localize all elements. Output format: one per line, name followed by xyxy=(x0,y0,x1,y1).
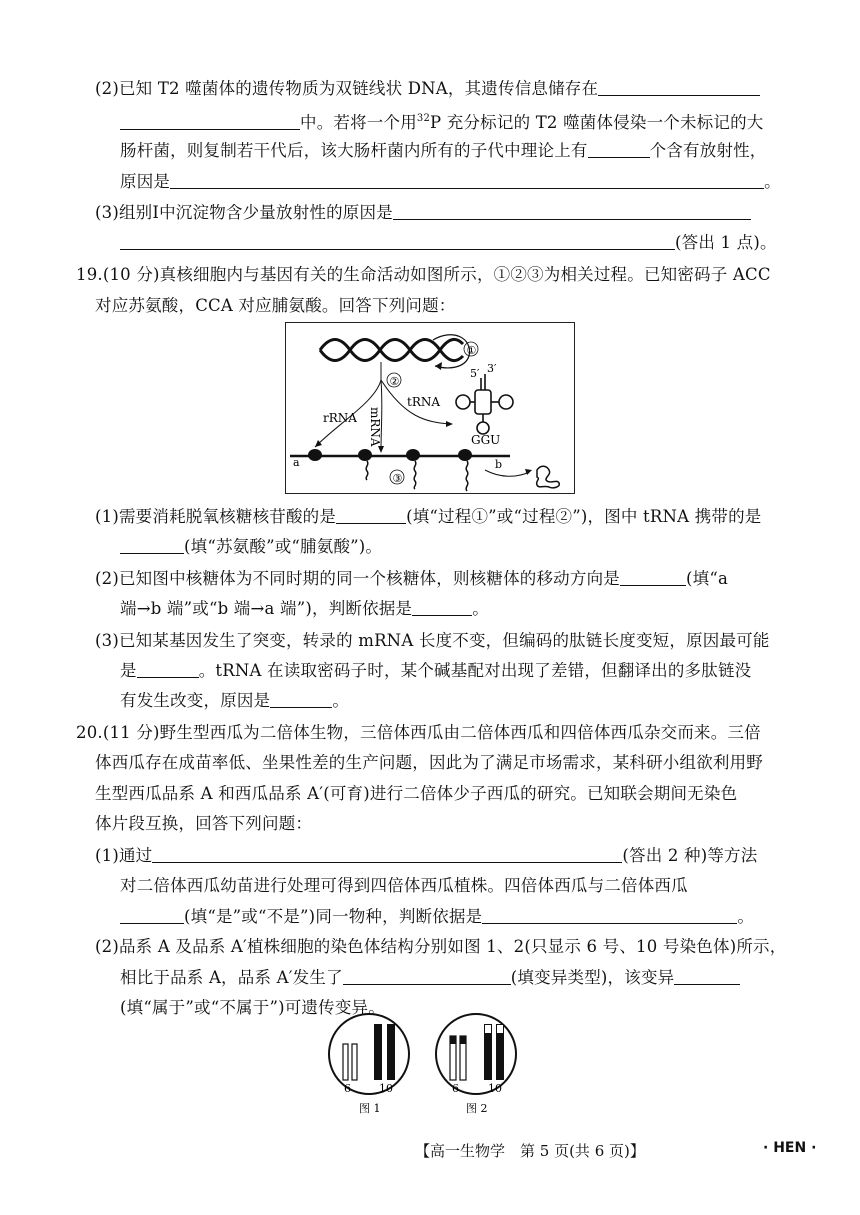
q20-stem-line2: 体西瓜存在成苗率低、坐果性差的生产问题，因此为了满足市场需求，某科研小组欲利用野 xyxy=(95,753,763,772)
gene-expression-figure xyxy=(285,322,575,494)
page-footer: 【高一生物学 第 5 页(共 6 页)】 xyxy=(415,1142,645,1160)
label-anticodon: GGU xyxy=(471,433,501,447)
q19-p3-line2: 是 。tRNA 在读取密码子时，某个碱基配对出现了差错，但翻译出的多肽链没 xyxy=(120,661,752,680)
q19-stem-line2: 对应苏氨酸，CCA 对应脯氨酸。回答下列问题： xyxy=(95,296,456,315)
chromosome-figure-2 xyxy=(432,1010,522,1120)
label-mrna: mRNA xyxy=(368,407,382,447)
q20-stem-line3: 生型西瓜品系 A 和西瓜品系 A′(可育)进行二倍体少子西瓜的研究。已知联会期间无染色 xyxy=(95,784,738,803)
q20-p1-line3: (填“是”或“不是”)同一物种，判断依据是 。 xyxy=(120,906,754,928)
q20-p2-line3: (填“属于”或“不属于”)可遗传变异。 xyxy=(120,998,385,1017)
fig2-label-6: 6 xyxy=(452,1082,459,1095)
q20-p2-line2: 相比于品系 A，品系 A′发生了 (填变异类型)，该变异 xyxy=(120,967,740,989)
fig1-label-6: 6 xyxy=(344,1082,351,1095)
q18-p2-line4: 原因是 。 xyxy=(120,172,781,191)
q20-p1-line1: (1)通过 (答出 2 种)等方法 xyxy=(95,846,758,865)
q18-p3-line2: (答出 1 点)。 xyxy=(120,232,777,254)
fig1-label-10: 10 xyxy=(379,1082,393,1095)
label-end-b: b xyxy=(495,458,503,471)
fig2-label-10: 10 xyxy=(488,1082,502,1095)
q18-p2-line2: 中。若将一个用$^{32}$P 充分标记的 T2 噬菌体侵染一个未标记的大 xyxy=(120,108,763,134)
fig2-caption: 图 2 xyxy=(466,1102,488,1115)
q19-p1-line2: (填“苏氨酸”或“脯氨酸”)。 xyxy=(120,536,382,558)
label-rrna: rRNA xyxy=(323,411,357,425)
peptide-chains xyxy=(366,461,468,491)
q19-p2-line1: (2)已知图中核糖体为不同时期的同一个核糖体，则核糖体的移动方向是 (填“a xyxy=(95,569,728,588)
q19-p2-line2: 端→b 端”或“b 端→a 端”)，判断依据是 。 xyxy=(120,599,489,618)
label-process-3: ③ xyxy=(392,472,403,485)
q19-p1-line1: (1)需要消耗脱氧核糖核苷酸的是 (填“过程①”或“过程②”)，图中 tRNA 携带的是 xyxy=(95,507,762,526)
label-end-a: a xyxy=(293,456,300,469)
q20-p1-line2: 对二倍体西瓜幼苗进行处理可得到四倍体西瓜植株。四倍体西瓜与二倍体西瓜 xyxy=(120,876,688,895)
released-polypeptide xyxy=(537,466,560,488)
chromosome-figure-1 xyxy=(325,1010,415,1120)
q20-p2-line1: (2)品系 A 及品系 A′植株细胞的染色体结构分别如图 1、2(只显示 6 号、10 号染色体)所示， xyxy=(95,937,787,956)
q20-stem-line1: 20.(11 分)野生型西瓜为二倍体生物，三倍体西瓜由二倍体西瓜和四倍体西瓜杂交而来。三倍 xyxy=(76,723,761,742)
q19-stem-line1: 19.(10 分)真核细胞内与基因有关的生命活动如图所示，①②③为相关过程。已知密码子 ACC xyxy=(76,265,771,284)
label-process-2: ② xyxy=(389,375,400,388)
label-3prime: 3′ xyxy=(487,362,497,375)
label-5prime: 5′ xyxy=(470,367,480,380)
footer-code: · HEN · xyxy=(763,1140,817,1156)
q19-p3-line3: 有发生改变，原因是 。 xyxy=(120,691,350,710)
q19-p3-line1: (3)已知某基因发生了突变，转录的 mRNA 长度不变，但编码的肽链长度变短，原因最可能 xyxy=(95,631,770,650)
q18-p2-line3: 肠杆菌，则复制若干代后，该大肠杆菌内所有的子代中理论上有 个含有放射性， xyxy=(120,141,767,160)
q18-p2-line1: (2)已知 T2 噬菌体的遗传物质为双链线状 DNA，其遗传信息储存在 xyxy=(95,78,760,100)
label-process-1: ① xyxy=(466,344,477,357)
dna-helix xyxy=(320,339,463,360)
q20-stem-line4: 体片段互换，回答下列问题： xyxy=(95,814,313,833)
fig1-caption: 图 1 xyxy=(359,1102,381,1115)
label-trna: tRNA xyxy=(407,395,441,409)
q18-p3-line1: (3)组别Ⅰ中沉淀物含少量放射性的原因是 xyxy=(95,202,751,224)
trna-structure xyxy=(456,374,513,434)
